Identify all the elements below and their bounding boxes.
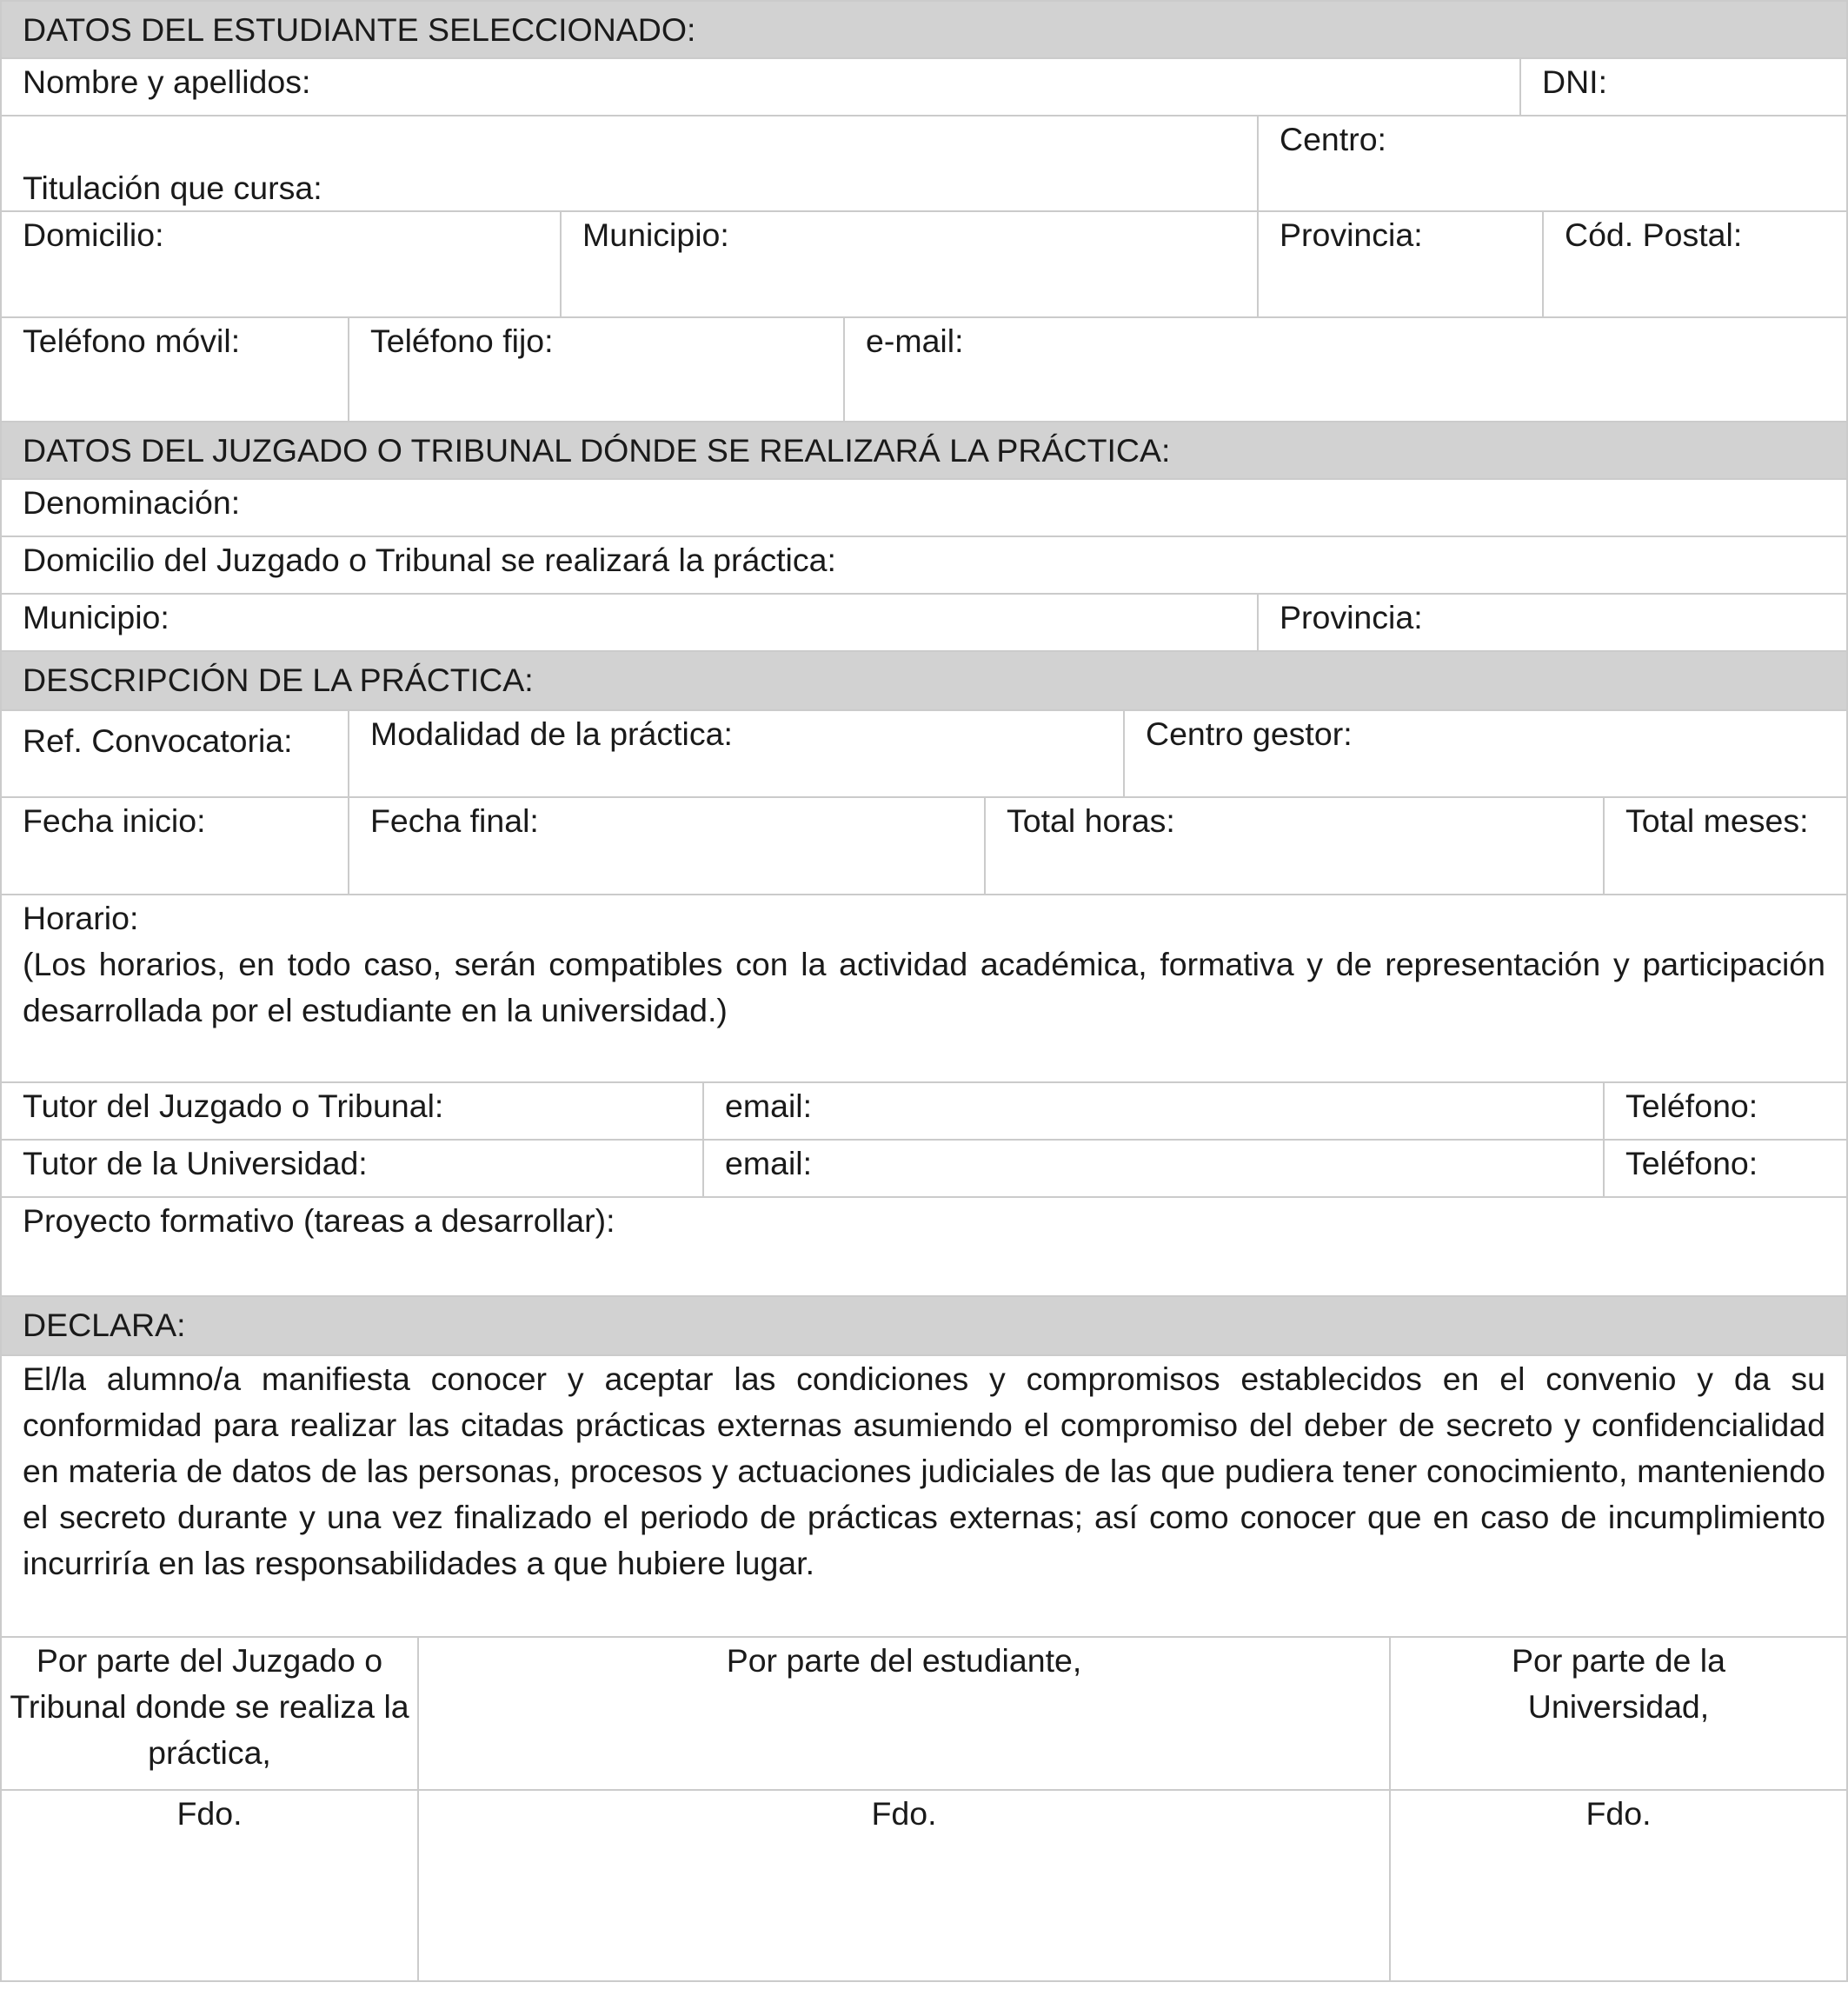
practice-modality-field[interactable]: Modalidad de la práctica: xyxy=(348,709,1125,798)
schedule-label: Horario: xyxy=(23,900,139,936)
signature-court-field[interactable]: Fdo. xyxy=(0,1789,419,1982)
practice-managing-centre-field[interactable]: Centro gestor: xyxy=(1123,709,1848,798)
student-province-field[interactable]: Provincia: xyxy=(1257,210,1544,318)
signature-student-heading: Por parte del estudiante, xyxy=(417,1636,1391,1791)
court-tutor-field[interactable]: Tutor del Juzgado o Tribunal: xyxy=(0,1081,704,1141)
student-municipality-field[interactable]: Municipio: xyxy=(560,210,1259,318)
court-section-header: DATOS DEL JUZGADO O TRIBUNAL DÓNDE SE REALIZARÁ LA PRÁCTICA: xyxy=(0,421,1848,480)
student-dni-field[interactable]: DNI: xyxy=(1519,57,1848,116)
declaration-section-header: DECLARA: xyxy=(0,1295,1848,1356)
student-degree-field[interactable]: Titulación que cursa: xyxy=(0,115,1259,212)
court-tutor-phone-field[interactable]: Teléfono: xyxy=(1603,1081,1848,1141)
student-address-field[interactable]: Domicilio: xyxy=(0,210,562,318)
court-province-field[interactable]: Provincia: xyxy=(1257,593,1848,652)
court-address-field[interactable]: Domicilio del Juzgado o Tribunal se realizará la práctica: xyxy=(0,536,1848,595)
student-name-field[interactable]: Nombre y apellidos: xyxy=(0,57,1521,116)
court-municipality-field[interactable]: Municipio: xyxy=(0,593,1259,652)
practice-end-date-field[interactable]: Fecha final: xyxy=(348,796,986,895)
practice-section-header: DESCRIPCIÓN DE LA PRÁCTICA: xyxy=(0,650,1848,711)
court-tutor-email-field[interactable]: email: xyxy=(702,1081,1605,1141)
university-tutor-phone-field[interactable]: Teléfono: xyxy=(1603,1139,1848,1198)
signature-university-field[interactable]: Fdo. xyxy=(1389,1789,1848,1982)
student-centre-field[interactable]: Centro: xyxy=(1257,115,1848,212)
student-postal-code-field[interactable]: Cód. Postal: xyxy=(1542,210,1848,318)
signature-court-heading: Por parte del Juzgado o Tribunal donde se realiza la práctica, xyxy=(0,1636,419,1791)
university-tutor-field[interactable]: Tutor de la Universidad: xyxy=(0,1139,704,1198)
practice-start-date-field[interactable]: Fecha inicio: xyxy=(0,796,349,895)
practice-ref-field[interactable]: Ref. Convocatoria: xyxy=(0,709,349,798)
signature-university-heading: Por parte de la Universidad, xyxy=(1389,1636,1848,1791)
signature-student-field[interactable]: Fdo. xyxy=(417,1789,1391,1982)
training-project-field[interactable]: Proyecto formativo (tareas a desarrollar): xyxy=(0,1196,1848,1297)
court-denomination-field[interactable]: Denominación: xyxy=(0,478,1848,537)
practice-total-months-field[interactable]: Total meses: xyxy=(1603,796,1848,895)
student-mobile-field[interactable]: Teléfono móvil: xyxy=(0,316,349,422)
student-section-header: DATOS DEL ESTUDIANTE SELECCIONADO: xyxy=(0,0,1848,59)
declaration-text: El/la alumno/a manifiesta conocer y aceptar las condiciones y compromisos establecidos en el convenio y da su conformidad para realizar las citadas prácticas externas asumiendo el compromiso del deber de secreto y confidencialidad en materia de datos de las personas, procesos y actuaciones judiciales de las que pudiera tener conocimiento, manteniendo el secreto durante y una vez finalizado el periodo de prácticas externas; así como conocer que en caso de incumplimiento incurriría en las responsabilidades a que hubiere lugar. xyxy=(0,1354,1848,1638)
practice-schedule-field[interactable] xyxy=(0,894,1848,1083)
student-email-field[interactable]: e-mail: xyxy=(843,316,1848,422)
practice-total-hours-field[interactable]: Total horas: xyxy=(984,796,1605,895)
student-landline-field[interactable]: Teléfono fijo: xyxy=(348,316,845,422)
schedule-note: (Los horarios, en todo caso, serán compatibles con la actividad académica, formativa y de representación y participación desarrollada por el estudiante en la universidad.) xyxy=(23,946,1825,1028)
university-tutor-email-field[interactable]: email: xyxy=(702,1139,1605,1198)
